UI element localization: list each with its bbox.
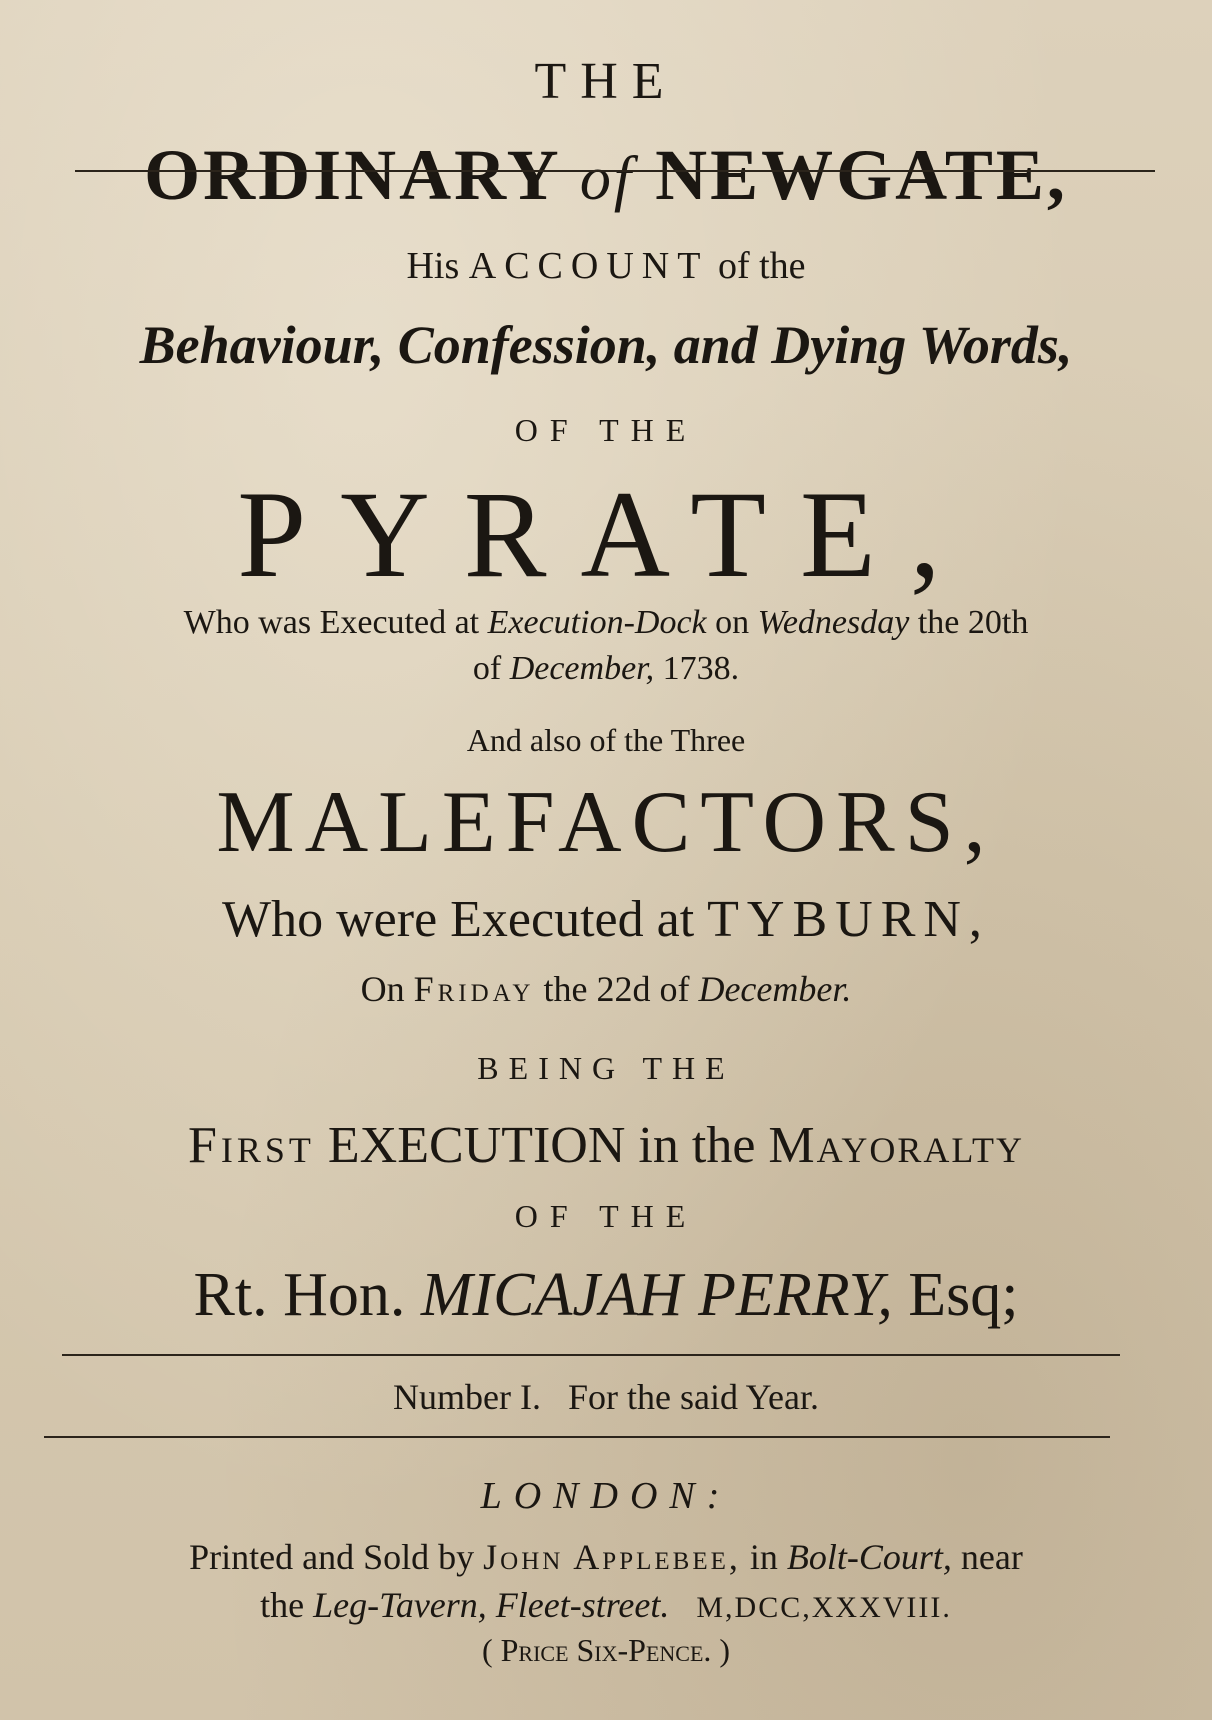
- in-word: in: [749, 1537, 778, 1577]
- who-was-executed: Who was Executed at: [183, 604, 480, 641]
- also-three-line: [0, 722, 1212, 759]
- executed-line-2: [0, 650, 1212, 688]
- printed-sold-by: Printed and Sold by: [189, 1537, 475, 1577]
- upper-rule: [62, 1354, 1120, 1356]
- malefactors-text: MALEFACTORS,: [216, 774, 996, 871]
- price-line: [0, 1632, 1212, 1669]
- heading-the: [0, 52, 1212, 111]
- mayor-name-line: [0, 1260, 1212, 1331]
- tyburn-word: TYBURN,: [707, 891, 990, 948]
- date-22d: the 22d of: [543, 969, 690, 1009]
- number-line: [0, 1376, 1212, 1418]
- price-text: ( Price Six-Pence. ): [481, 1632, 731, 1668]
- imprint-date: M,DCC,XXXVIII.: [696, 1591, 952, 1624]
- heading-ordinary-of-newgate: [0, 134, 1212, 217]
- being-the-heading: [0, 1050, 1212, 1087]
- pyrate-text: PYRATE,: [237, 466, 975, 603]
- year-1738: 1738.: [662, 650, 740, 687]
- friday-word: Friday: [413, 969, 535, 1009]
- of-word: of: [579, 145, 635, 213]
- of-the-1-text: OF THE: [514, 412, 698, 448]
- of-the-2-text: OF THE: [514, 1198, 698, 1234]
- lower-rule: [44, 1436, 1110, 1438]
- ordinary-strike-rule: [75, 170, 1155, 172]
- wednesday: Wednesday: [757, 604, 910, 641]
- account-word: ACCOUNT: [468, 245, 709, 287]
- newgate-word: NEWGATE,: [655, 135, 1068, 215]
- his-word: His: [406, 245, 460, 287]
- execution-dock: Execution-Dock: [487, 604, 707, 641]
- fleet-street: Fleet-street.: [495, 1585, 670, 1625]
- malefactors-heading: [0, 772, 1212, 873]
- on-word-2: On: [360, 969, 405, 1009]
- number-i: Number I.: [393, 1377, 541, 1417]
- date-20th: the 20th: [917, 604, 1029, 641]
- in-the-word: in the: [638, 1117, 756, 1174]
- account-line: [0, 244, 1212, 288]
- for-said-year: For the said Year.: [567, 1377, 819, 1417]
- execution-word: EXECUTION: [327, 1117, 626, 1174]
- who-were-executed: Who were Executed at: [222, 891, 695, 948]
- imprint-line-1: [0, 1536, 1212, 1578]
- mayoralty-word: Mayoralty: [768, 1117, 1025, 1174]
- being-the-text: BEING THE: [477, 1050, 735, 1086]
- executed-line-1: [0, 604, 1212, 642]
- of-the-heading-2: [0, 1198, 1212, 1235]
- december-1: December,: [509, 650, 655, 687]
- near-word: near: [960, 1537, 1023, 1577]
- of-the-heading-1: [0, 412, 1212, 449]
- esq: Esq;: [908, 1261, 1019, 1329]
- on-word: on: [715, 604, 750, 641]
- pyrate-heading: [0, 464, 1212, 606]
- first-word: First: [187, 1117, 315, 1174]
- leg-tavern: Leg-Tavern,: [313, 1585, 487, 1625]
- of-word-2: of: [472, 650, 502, 687]
- behaviour-text: Behaviour, Confession, and Dying Words,: [139, 315, 1073, 375]
- of-the-word: of the: [717, 245, 806, 287]
- bolt-court: Bolt-Court,: [786, 1537, 952, 1577]
- december-2: December.: [698, 969, 852, 1009]
- imprint-line-2: [0, 1584, 1212, 1626]
- london-text: LONDON:: [480, 1475, 732, 1517]
- printer-name: John Applebee,: [483, 1537, 741, 1577]
- the-word: the: [260, 1585, 305, 1625]
- rt-hon: Rt. Hon.: [193, 1261, 406, 1329]
- tyburn-line: [0, 890, 1212, 949]
- first-execution-line: [0, 1116, 1212, 1175]
- micajah-perry: MICAJAH PERRY,: [420, 1261, 893, 1329]
- friday-line: [0, 968, 1212, 1010]
- behaviour-line: [0, 314, 1212, 376]
- heading-the-text: THE: [534, 53, 678, 110]
- also-three-text: And also of the Three: [466, 722, 746, 758]
- ordinary-word: ORDINARY: [144, 135, 559, 215]
- london-line: [0, 1474, 1212, 1518]
